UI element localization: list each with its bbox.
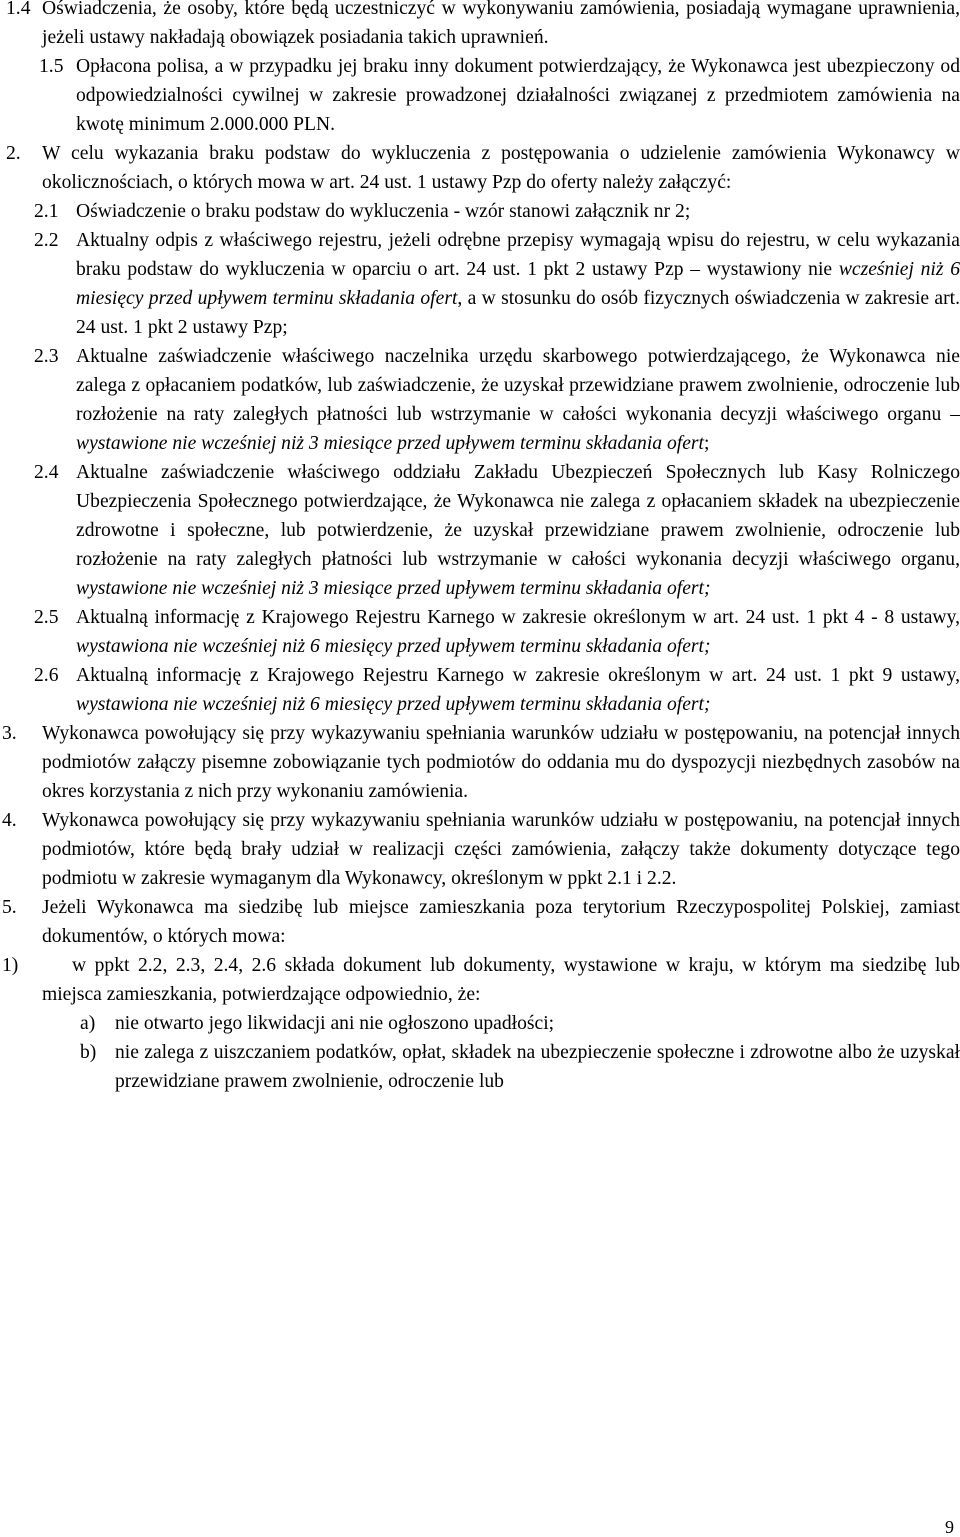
item-label: 3. [2,723,17,744]
item-label: 2.4 [34,462,59,483]
item-1-5 [6,52,960,139]
item-text: Aktualną informację z Krajowego Rejestru Karnego w zakresie określonym w art. 24 ust. 1 pkt 9 ustawy, wystawiona nie wcześniej niż 6 miesięcy przed upływem terminu składania ofert; [76,665,960,715]
item-text: Wykonawca powołujący się przy wykazywaniu spełniania warunków udziału w postępowaniu, na potencjał innych podmiotów, które będą brały udział w realizacji części zamówienia, załączy także dokumenty dotyczące tego podmiotu w zakresie wymaganym dla Wykonawcy, określonym w ppkt 2.1 i 2.2. [42,810,960,889]
item-label: 5. [2,897,17,918]
item-b [80,1038,960,1096]
item-2-2 [6,226,960,342]
item-text: Aktualne zaświadczenie właściwego naczelnika urzędu skarbowego potwierdzającego, że Wykonawca nie zalega z opłacaniem podatków, lub zaświadczenie, że uzyskał przewidziane prawem zwolnienie, odroczenie lub rozłożenie na raty zaległych płatności lub wstrzymanie w całości wykonania decyzji właściwego organu – wystawione nie wcześniej niż 3 miesiące przed upływem terminu składania ofert; [76,346,960,454]
item-2-4 [6,458,960,603]
item-label: b) [80,1042,97,1063]
item-label: 1.5 [39,56,64,77]
item-text: nie zalega z uiszczaniem podatków, opłat, składek na ubezpieczenie społeczne i zdrowotne albo że uzyskał przewidziane prawem zwolnienie, odroczenie lub [115,1042,960,1092]
item-text: Wykonawca powołujący się przy wykazywaniu spełniania warunków udziału w postępowaniu, na potencjał innych podmiotów załączy pisemne zobowiązanie tych podmiotów do oddania mu do dyspozycji niezbędnych zasobów na okres korzystania z nich przy wykonaniu zamówienia. [42,723,960,802]
item-1-4 [6,0,960,52]
item-label: 2.1 [34,201,59,222]
item-text: Oświadczenia, że osoby, które będą uczestniczyć w wykonywaniu zamówienia, posiadają wymagane uprawnienia, jeżeli ustawy nakładają obowiązek posiadania takich uprawnień. [42,0,960,48]
item-3 [2,719,960,806]
item-text: Jeżeli Wykonawca ma siedzibę lub miejsce zamieszkania poza terytorium Rzeczypospolitej Polskiej, zamiast dokumentów, o których mowa: [42,897,960,947]
item-text: nie otwarto jego likwidacji ani nie ogłoszono upadłości; [115,1013,555,1034]
item-text: Aktualne zaświadczenie właściwego oddziału Zakładu Ubezpieczeń Społecznych lub Kasy Rolniczego Ubezpieczenia Społecznego potwierdzające, że Wykonawca nie zalega z opłacaniem składek na ubezpieczenie zdrowotne i społeczne, lub potwierdzenie, że uzyskał przewidziane prawem zwolnienie, odroczenie lub rozłożenie na raty zaległych płatności lub wstrzymanie w całości wykonania decyzji właściwego organu, wystawione nie wcześniej niż 3 miesiące przed upływem terminu składania ofert; [76,462,960,599]
item-2-6 [6,661,960,719]
item-2 [6,139,960,197]
item-a [80,1009,960,1038]
item-2-1 [6,197,960,226]
item-text: w ppkt 2.2, 2.3, 2.4, 2.6 składa dokument lub dokumenty, wystawione w kraju, w którym ma siedzibę lub miejsca zamieszkania, potwierdzające odpowiednio, że: [42,955,960,1005]
item-label: 2.3 [34,346,59,367]
page-number: 9 [945,1517,954,1537]
item-4 [2,806,960,893]
item-2-3 [6,342,960,458]
item-label: 2.5 [34,607,59,628]
item-label: 1.4 [6,0,31,19]
item-2-5 [6,603,960,661]
item-5-1 [2,951,960,1009]
item-label: 2.2 [34,230,59,251]
item-label: 1) [2,955,19,976]
item-label: a) [80,1013,96,1034]
item-text: Opłacona polisa, a w przypadku jej braku inny dokument potwierdzający, że Wykonawca jest ubezpieczony od odpowiedzialności cywilnej w zakresie prowadzonej działalności związanej z przedmiotem zamówienia na kwotę minimum 2.000.000 PLN. [76,56,960,135]
item-text: W celu wykazania braku podstaw do wykluczenia z postępowania o udzielenie zamówienia Wykonawcy w okolicznościach, o których mowa w art. 24 ust. 1 ustawy Pzp do oferty należy załączyć: [42,143,960,193]
item-label: 2. [6,143,21,164]
item-text: Oświadczenie o braku podstaw do wykluczenia - wzór stanowi załącznik nr 2; [76,201,691,222]
item-label: 2.6 [34,665,59,686]
item-5 [2,893,960,951]
item-label: 4. [2,810,17,831]
item-text: Aktualny odpis z właściwego rejestru, jeżeli odrębne przepisy wymagają wpisu do rejestru, w celu wykazania braku podstaw do wykluczenia w oparciu o art. 24 ust. 1 pkt 2 ustawy Pzp – wystawiony nie wcześniej niż 6 miesięcy przed upływem terminu składania ofert, a w stosunku do osób fizycznych oświadczenia w zakresie art. 24 ust. 1 pkt 2 ustawy Pzp; [76,230,960,338]
item-text: Aktualną informację z Krajowego Rejestru Karnego w zakresie określonym w art. 24 ust. 1 pkt 4 - 8 ustawy, wystawiona nie wcześniej niż 6 miesięcy przed upływem terminu składania ofert; [76,607,960,657]
